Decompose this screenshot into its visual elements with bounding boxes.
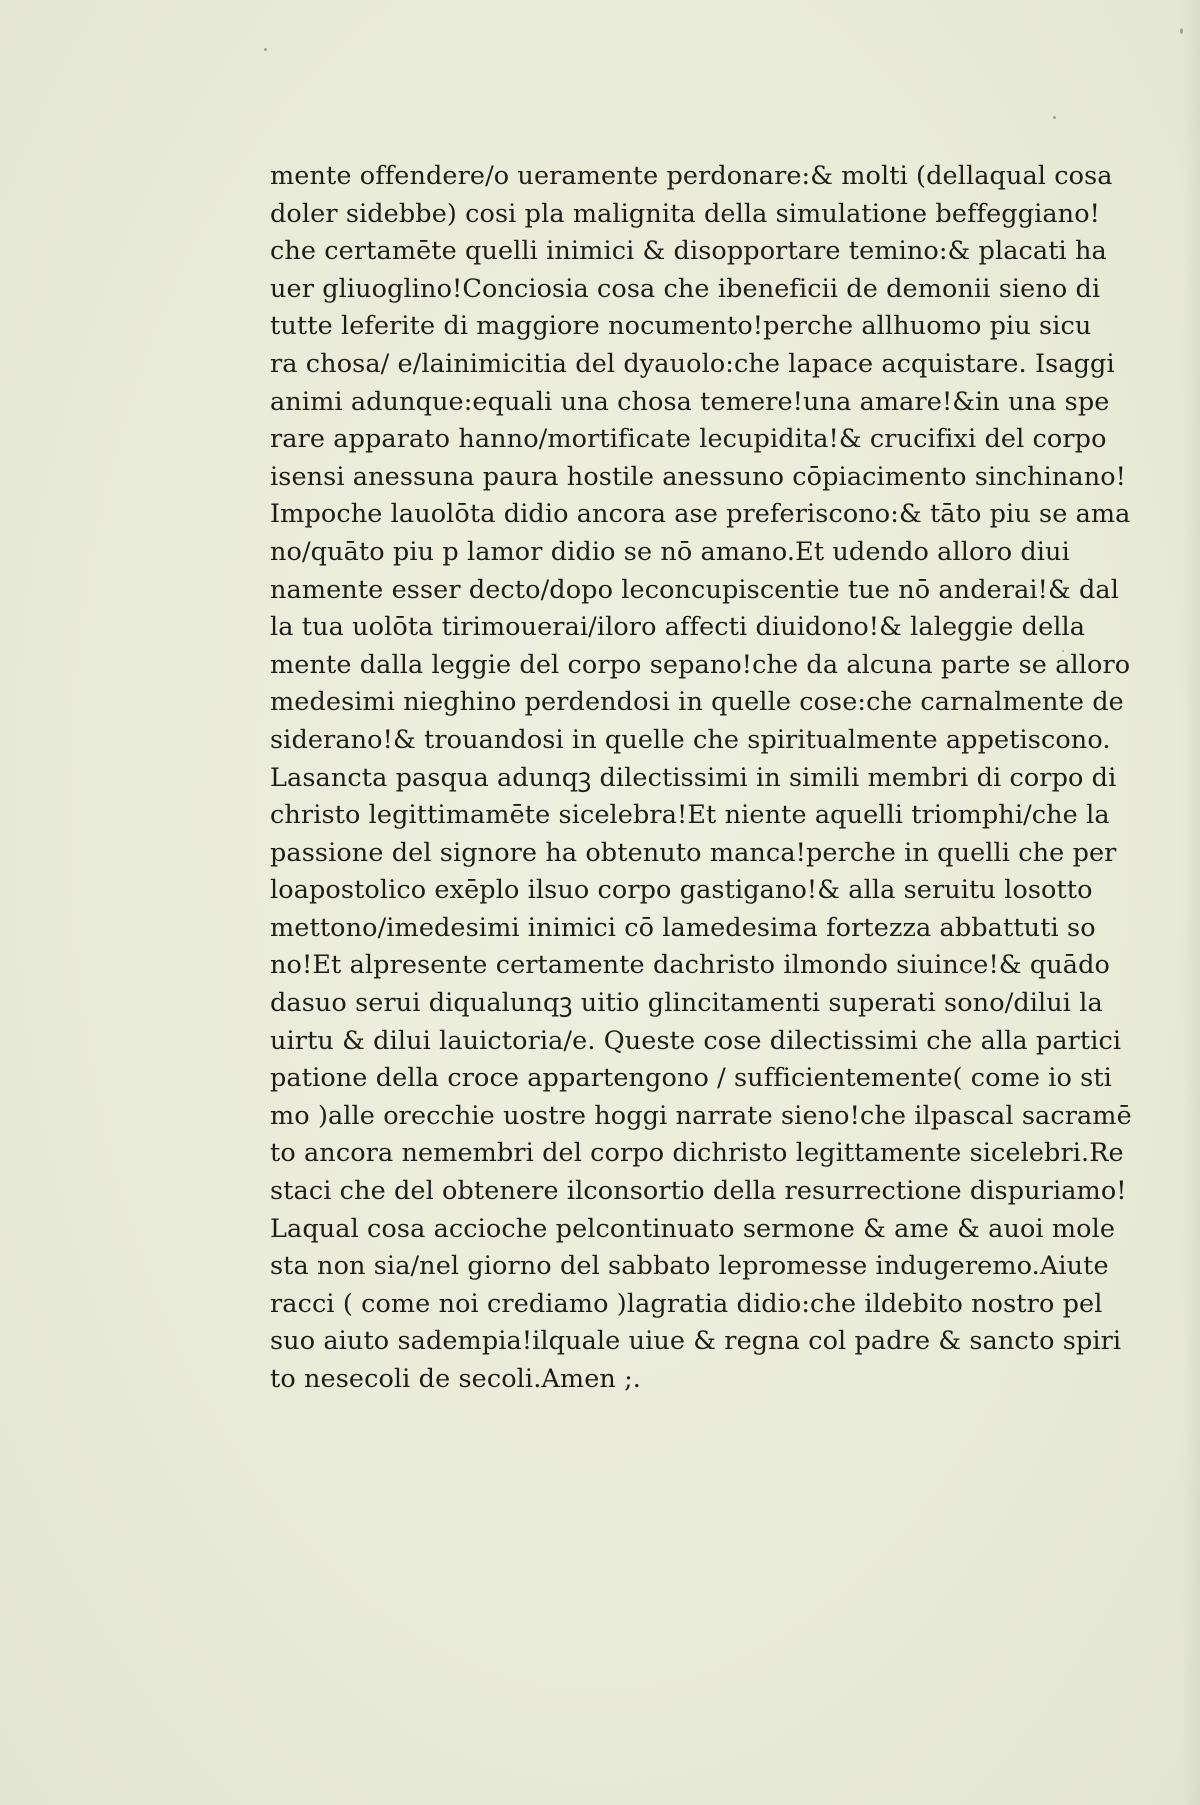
text-line: siderano!& trouandosi in quelle che spiritualmente appetiscono.: [270, 724, 1111, 755]
text-line: to ancora nemembri del corpo dichristo legittamente sicelebri.Re: [270, 1138, 1124, 1169]
text-line: patione della croce appartengono / sufficientemente( come io sti: [270, 1063, 1112, 1094]
text-line: christo legittimamēte sicelebra!Et niente aquelli triomphi/che la: [270, 800, 1110, 831]
body-text: [270, 158, 1132, 1399]
text-line: mo )alle orecchie uostre hoggi narrate sieno!che ilpascal sacramē: [270, 1100, 1132, 1131]
text-line: uirtu & dilui lauictoria/e. Queste cose dilectissimi che alla partici: [270, 1025, 1122, 1056]
text-line: mente dalla leggie del corpo sepano!che da alcuna parte se alloro: [270, 649, 1131, 680]
paper-speck: [1053, 116, 1056, 119]
text-line: no/quāto piu p lamor didio se nō amano.Et udendo alloro diui: [270, 536, 1070, 567]
text-line: tutte leferite di maggiore nocumento!perche allhuomo piu sicu: [270, 311, 1092, 342]
page-edge-shadow: [1182, 0, 1200, 1805]
text-line: sta non sia/nel giorno del sabbato lepromesse indugeremo.Aiute: [270, 1251, 1109, 1282]
text-line: ra chosa/ e/lainimicitia del dyauolo:che lapace acquistare. Isaggi: [270, 348, 1115, 379]
text-line: doler sidebbe) cosi pla malignita della simulatione beffeggiano!: [270, 198, 1101, 229]
paper-speck: [1180, 28, 1183, 34]
text-line: la tua uolōta tirimouerai/iloro affecti diuidono!& laleggie della: [270, 612, 1086, 643]
text-line: to nesecoli de secoli.Amen ;.: [270, 1364, 642, 1394]
text-line: isensi anessuna paura hostile anessuno cōpiacimento sinchinano!: [270, 461, 1127, 492]
text-line: Laqual cosa accioche pelcontinuato sermone & ame & auoi mole: [270, 1213, 1116, 1244]
text-line: Lasancta pasqua adunqꝫ dilectissimi in simili membri di corpo di: [270, 762, 1117, 793]
text-line: suo aiuto sadempia!ilquale uiue & regna col padre & sancto spiri: [270, 1326, 1122, 1357]
text-line: dasuo serui diqualunqꝫ uitio glincitamenti superati sono/dilui la: [270, 988, 1103, 1019]
text-line: mettono/imedesimi inimici cō lamedesima fortezza abbattuti so: [270, 912, 1096, 943]
text-line: mente offendere/o ueramente perdonare:& molti (dellaqual cosa: [270, 161, 1113, 191]
paper-speck: [264, 48, 267, 51]
text-line: rare apparato hanno/mortificate lecupidita!& crucifixi del corpo: [270, 424, 1107, 455]
text-line: animi adunque:equali una chosa temere!una amare!&in una spe: [270, 386, 1110, 417]
text-line: no!Et alpresente certamente dachristo ilmondo siuince!& quādo: [270, 950, 1110, 981]
text-line: racci ( come noi crediamo )lagratia didio:che ildebito nostro pel: [270, 1288, 1103, 1319]
text-line: che certamēte quelli inimici & disopportare temino:& placati ha: [270, 236, 1107, 267]
text-line: namente esser decto/dopo leconcupiscentie tue nō anderai!& dal: [270, 574, 1119, 605]
text-line: loapostolico exēplo ilsuo corpo gastigano!& alla seruitu losotto: [270, 875, 1093, 906]
text-line: uer gliuoglino!Conciosia cosa che ibeneficii de demonii sieno di: [270, 273, 1101, 304]
text-line: staci che del obtenere ilconsortio della resurrectione dispuriamo!: [270, 1176, 1127, 1207]
text-line: Impoche lauolōta didio ancora ase preferiscono:& tāto piu se ama: [270, 499, 1131, 530]
text-line: passione del signore ha obtenuto manca!perche in quelli che per: [270, 837, 1117, 868]
text-line: medesimi nieghino perdendosi in quelle cose:che carnalmente de: [270, 687, 1124, 718]
